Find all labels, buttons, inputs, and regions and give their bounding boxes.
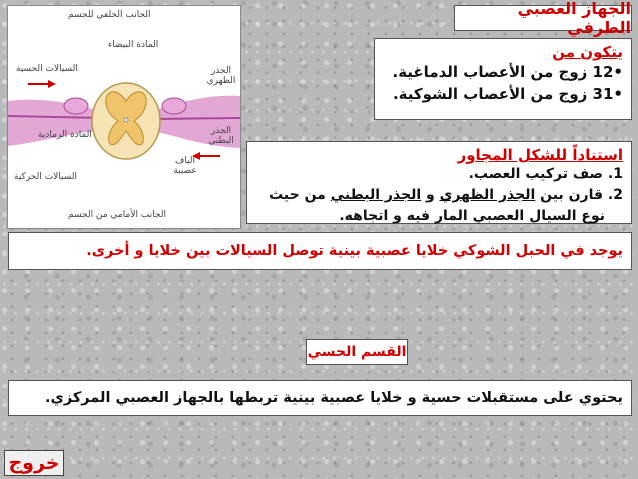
- label-sensory-fibers: السيالات الحسية: [16, 64, 78, 74]
- question-2-dorsal-root: الجذر الظهري: [439, 187, 536, 203]
- question-1-number: 1.: [607, 166, 623, 182]
- components-heading: يتكون من: [552, 43, 623, 61]
- label-ventral-root: الجذر البطني: [208, 126, 234, 146]
- question-2-number: 2.: [607, 187, 623, 203]
- question-1-text: صف تركيب العصب.: [468, 166, 604, 182]
- label-motor-fibers: السيالات الحركية: [14, 172, 78, 182]
- question-2-pre: قارن بين: [535, 187, 604, 203]
- section-label: القسم الحسي: [306, 339, 408, 365]
- questions-box: [246, 141, 632, 224]
- label-dorsal-root: الجذر الظهري: [206, 66, 236, 86]
- label-white-matter: المادة البيضاء: [108, 40, 159, 50]
- label-front-side: الجانب الأمامي من الجسم: [68, 210, 166, 220]
- question-2-and: و: [421, 187, 440, 203]
- question-2-ventral-root: الجذر البطني: [330, 187, 422, 203]
- exit-button[interactable]: خروج: [4, 450, 64, 476]
- components-box: [374, 38, 632, 120]
- page-title: الجهاز العصبي الطرفي: [454, 5, 632, 31]
- question-1: [255, 164, 623, 185]
- question-2: [255, 185, 623, 206]
- fact-box: يوجد في الحبل الشوكي خلايا عصبية بينية توصل السيالات بين خلايا و أخرى.: [8, 232, 632, 270]
- sensory-description: يحتوي على مستقبلات حسية و خلايا عصبية بينية تربطها بالجهاز العصبي المركزي.: [8, 380, 632, 416]
- components-item: •12 زوج من الأعصاب الدماغية.: [392, 63, 623, 81]
- label-back-side: الجانب الخلفي للجسم: [68, 10, 151, 20]
- components-item: •31 زوج من الأعصاب الشوكية.: [392, 85, 623, 103]
- spinal-cord-diagram: [7, 5, 241, 229]
- question-2-post: من حيث: [269, 187, 331, 203]
- label-grey-matter: المادة الرمادية: [38, 130, 92, 140]
- question-2-line-2: نوع السيال العصبي المار فيه و اتجاهه.: [339, 208, 605, 224]
- label-nerve-fibers: الياف عصبية: [173, 156, 197, 176]
- questions-heading: استناداً للشكل المجاور: [457, 146, 623, 164]
